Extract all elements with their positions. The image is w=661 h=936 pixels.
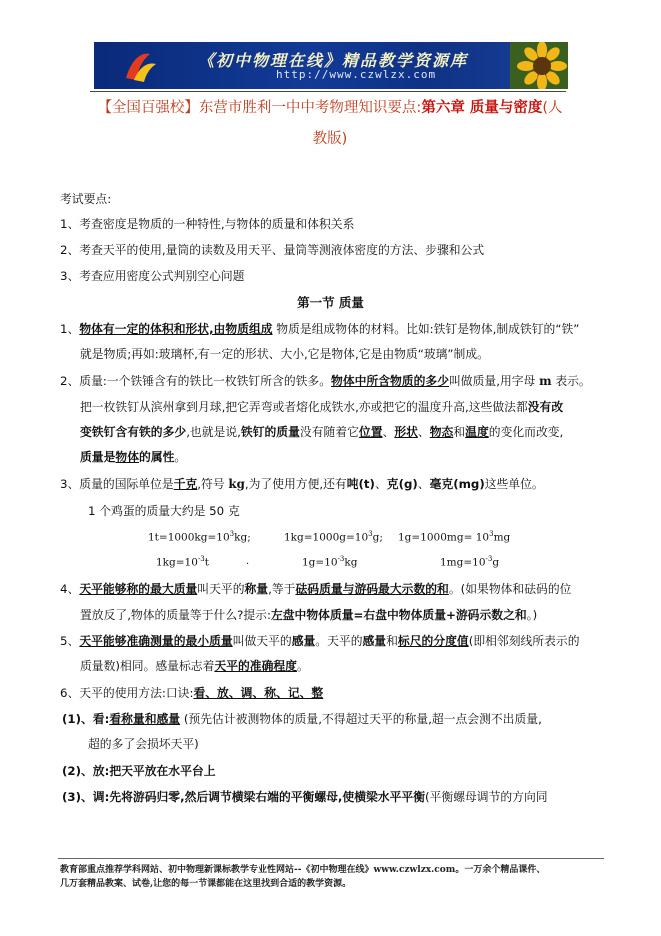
formula — [302, 555, 357, 569]
key-phrase: 天平能够准确测量的最小质量 — [79, 634, 233, 648]
body-text: 、 — [417, 425, 430, 439]
exam-point: 1、考查密度是物质的一种特性,与物体的质量和体积关系 — [60, 217, 355, 231]
body-text: 。天平的 — [315, 634, 363, 648]
key-phrase: 感量 — [291, 634, 316, 648]
item-1 — [60, 321, 579, 337]
formula-text: 1mg=10 — [440, 556, 486, 569]
key-phrase: 物体中所含物质的多少 — [331, 374, 449, 388]
body-text: 。 — [296, 659, 309, 673]
body-text: 和 — [453, 425, 466, 439]
body-text: (平衡螺母调节的方向同 — [425, 790, 548, 804]
body-text: 2、质量:一个铁锤含有的铁比一枚铁钉所含的铁多。 — [60, 374, 332, 388]
body-text: 把一枚铁钉从滨州拿到月球,把它弄弯或者熔化成铁水,亦或把它的温度升高,这些做法都 — [80, 400, 528, 414]
step-label: (1)、看: — [62, 712, 110, 726]
body-text: 质量数)相同。感量标志着 — [80, 659, 215, 673]
symbol: kg — [228, 477, 245, 491]
footer-rule — [58, 858, 604, 859]
body-text: ,符号 — [197, 477, 229, 491]
body-text: 这些单位。 — [484, 477, 544, 491]
formula-text: kg — [344, 556, 358, 569]
body-text: 。) — [526, 608, 538, 622]
formula-text: ; — [247, 531, 251, 544]
key-phrase: 天平的准确程度 — [214, 659, 297, 673]
key-phrase: 千克 — [173, 477, 198, 491]
banner-title: 《初中物理在线》精品教学资源库 — [198, 51, 469, 70]
exponent: 3 — [229, 530, 235, 538]
step-label: (3)、调: — [62, 790, 110, 804]
formula-text: 1kg=1000g=10 — [284, 531, 369, 544]
exam-point: 2、考查天平的使用,量筒的读数及用天平、量筒等测液体密度的方法、步骤和公式 — [60, 243, 485, 257]
formula-text: ; — [379, 531, 383, 544]
item-5-cont — [80, 658, 309, 674]
formula-text: g — [372, 531, 380, 544]
key-phrase: 没有改 — [527, 400, 564, 414]
item-4 — [60, 581, 571, 597]
key-phrase: 铁钉的质量 — [240, 425, 300, 439]
body-text: (预先估计被测物体的质量,不得超过天平的称量,超一点会测不出质量, — [180, 712, 542, 726]
exam-point: 3、考查应用密度公式判别空心问题 — [60, 269, 245, 283]
title-chapter: 第六章 质量与密度 — [421, 100, 543, 116]
item-number: 1、 — [60, 322, 80, 336]
step-3 — [62, 789, 548, 805]
key-phrase: 毫克(mg) — [429, 477, 485, 491]
item-3 — [60, 476, 544, 492]
body-text: 和 — [386, 634, 398, 648]
formula-text: 1g=10 — [302, 556, 338, 569]
key-phrase: 物态 — [429, 425, 454, 439]
item-4-cont — [80, 607, 537, 623]
formula — [440, 555, 499, 569]
body-text: ,为了使用方便,还有 — [244, 477, 347, 491]
body-text: (即相邻刻线所表示的 — [468, 634, 580, 648]
formula-text: mg — [493, 531, 511, 544]
body-text: 。 — [174, 450, 187, 464]
key-phrase: 感量 — [362, 634, 387, 648]
body-text: 表示。 — [551, 374, 591, 388]
key-phrase: 左盘中物体质量=右盘中物体质量+游码示数之和 — [270, 608, 527, 622]
key-phrase: 把天平放在水平台上 — [109, 764, 216, 778]
body-text: 。(如果物体和砝码的位 — [448, 582, 572, 596]
key-phrase: 称量 — [244, 582, 269, 596]
formula-text: kg — [234, 531, 248, 544]
item-2 — [60, 373, 591, 389]
exponent: 3 — [368, 530, 373, 538]
body-text: 叫做天平的 — [232, 634, 292, 648]
header-banner — [94, 42, 568, 89]
item-number: 4、 — [60, 582, 80, 596]
formula-text: 1t=1000kg=10 — [148, 531, 230, 544]
formula-text: 1g=1000mg= 10 — [398, 531, 490, 544]
key-phrase: 物体 — [115, 450, 140, 464]
title-prefix: 【全国百强校】东营市胜利一中中考物理知识要点: — [97, 100, 422, 116]
body-text: 没有随着它 — [299, 425, 359, 439]
body-text: 置放反了,物体的质量等于什么?提示: — [80, 608, 271, 622]
key-phrase: 质量是 — [80, 450, 116, 464]
sunflower-icon — [510, 42, 568, 89]
item-5 — [60, 633, 580, 649]
body-text: 3、质量的国际单位是 — [60, 477, 174, 491]
formula-text: g — [492, 556, 500, 569]
exponent: 3 — [489, 530, 494, 538]
footer-line: 几万套精品教案、试卷,让您的每一节课都能在这里找到合适的教学资源。 — [60, 879, 352, 889]
header-rule — [90, 91, 566, 92]
formula — [156, 555, 209, 569]
key-phrase: 形状 — [394, 425, 418, 439]
exponent: -3 — [197, 555, 205, 563]
key-phrase: 变铁钉含有铁的多少 — [80, 425, 187, 439]
body-text: 叫天平的 — [197, 582, 245, 596]
exam-heading: 考试要点: — [60, 192, 112, 206]
separator-dot: . — [246, 556, 250, 567]
key-phrase: 克(g) — [386, 477, 418, 491]
formula-text: t — [204, 556, 209, 569]
formula-text: 1kg=10 — [156, 556, 198, 569]
key-phrase: 标尺的分度值 — [397, 634, 469, 648]
key-phrase: 天平能够称的最大质量 — [79, 582, 198, 596]
site-logo-icon — [120, 48, 160, 84]
key-phrase: 看称量和感量 — [109, 712, 181, 726]
body-text: 、 — [382, 425, 395, 439]
step-2 — [62, 763, 216, 779]
formula — [148, 530, 251, 544]
key-phrase: 看、放、调、称、记、整 — [193, 686, 324, 700]
title-tail: (人 — [542, 100, 563, 116]
key-phrase: 的属性 — [139, 450, 175, 464]
key-phrase: 砝码质量与游码最大示数的和 — [295, 582, 449, 596]
body-text: ,也就是说, — [186, 425, 241, 439]
item-3-example: 1 个鸡蛋的质量大约是 50 克 — [88, 504, 240, 518]
step-1-cont: 超的多了会损坏天平) — [88, 737, 199, 751]
formula — [284, 530, 383, 544]
item-2-cont — [80, 449, 186, 465]
key-phrase: 温度 — [465, 425, 489, 439]
body-text: 物质是组成物体的材料。比如:铁钉是物体,制成铁钉的“铁” — [272, 322, 580, 336]
key-phrase: 先将游码归零,然后调节横梁右端的平衡螺母,使横梁水平平衡 — [109, 790, 425, 804]
body-text: 的变化而改变, — [488, 425, 564, 439]
symbol: m — [539, 374, 552, 388]
item-1-cont: 就是物质;再如:玻璃杯,有一定的形状、大小,它是物体,它是由物质“玻璃”制成。 — [80, 347, 489, 361]
key-phrase: 吨(t) — [346, 477, 375, 491]
body-text: ,等于 — [268, 582, 296, 596]
exponent: -3 — [337, 555, 345, 563]
body-text: 叫做质量,用字母 — [449, 374, 540, 388]
doc-title-line1 — [70, 98, 590, 118]
body-text: 、 — [417, 477, 430, 491]
step-label: (2)、放: — [62, 764, 110, 778]
key-phrase: 位置 — [358, 425, 383, 439]
step-1 — [62, 711, 542, 727]
key-phrase: 物体有一定的体积和形状,由物质组成 — [79, 322, 273, 336]
footer-line: 教育部重点推荐学科网站、初中物理新课标教学专业性网站--《初中物理在线》www.czwlzx.com。一万余个精品课件、 — [60, 865, 546, 875]
body-text: 、 — [374, 477, 387, 491]
formula — [398, 530, 510, 544]
doc-title-line2: 教版) — [312, 131, 348, 147]
banner-url: http://www.czwlzx.com — [276, 68, 437, 81]
section-heading: 第一节 质量 — [297, 295, 364, 310]
exponent: -3 — [485, 555, 493, 563]
item-number: 5、 — [60, 634, 80, 648]
item-2-cont — [80, 399, 563, 415]
body-text: 6、天平的使用方法:口诀: — [60, 686, 194, 700]
item-6 — [60, 685, 323, 701]
item-2-cont — [80, 424, 563, 440]
